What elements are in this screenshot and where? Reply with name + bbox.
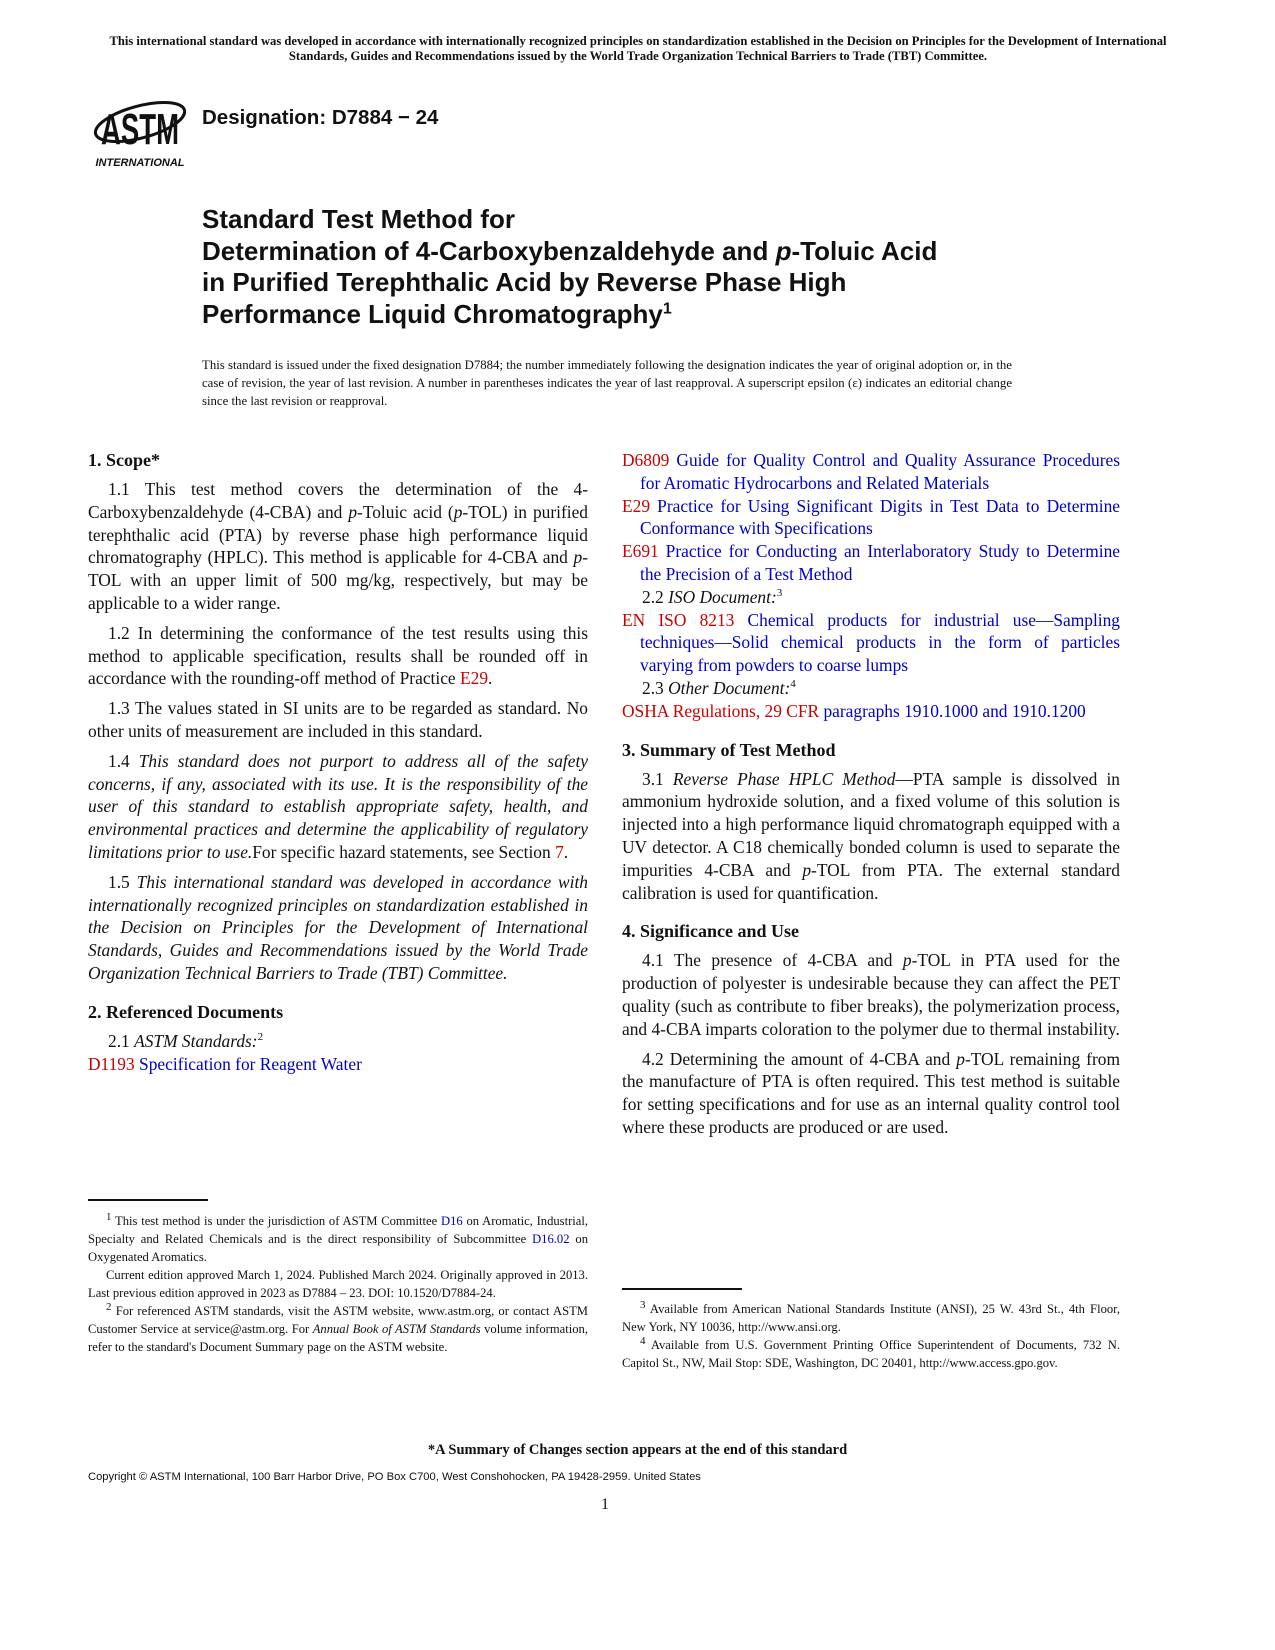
title-line (202, 299, 1102, 331)
reference-link[interactable]: D16 (440, 1214, 463, 1228)
text: 3. Summary of Test Method (622, 739, 836, 760)
section-heading (622, 920, 1120, 942)
text: -TOL remaining from the manufacture of PTA is often required. This test method is suitable for setting specifications and for use as an internal quality control tool where these products are produced or are used. (622, 1048, 1120, 1137)
summary-of-changes-note: *A Summary of Changes section appears at the end of this standard (427, 1442, 848, 1458)
text: 1.3 The values stated in SI units are to be regarded as standard. No other units of measurement are included in this standard. (88, 698, 588, 741)
reference-link[interactable]: D1193 (88, 1053, 135, 1074)
footnote (88, 1212, 588, 1266)
section-heading (88, 449, 588, 471)
text: 1.2 In determining the conformance of the test results using this method to applicable specification, results shall be rounded off in accordance with the rounding-off method of Practice (88, 622, 588, 689)
reference-link[interactable]: E29 (460, 668, 489, 689)
paragraph (622, 1048, 1120, 1139)
text: . (488, 668, 493, 689)
svg-text:INTERNATIONAL: INTERNATIONAL (95, 157, 185, 169)
footnote (88, 1266, 588, 1302)
text: Other Document: (668, 677, 791, 698)
footnote-divider (622, 1288, 742, 1290)
svg-text:ASTM: ASTM (101, 105, 179, 154)
text: —PTA sample is dissolved in ammonium hydroxide solution, and a fixed volume of this solution is injected into a high performance liquid chromatograph equipped with a UV detector. A C18 chemically bonded column is used to separate the impurities 4-CBA and (622, 768, 1120, 880)
issuance-note: This standard is issued under the fixed designation D7884; the number immediately following the designation indicates the year of original adoption or, in the case of revision, the year of last revision. A number in parentheses indicates the year of last reapproval. A superscript epsilon (ε) indicates an editorial change since the last revision or reapproval. (202, 358, 1012, 409)
text: 4.1 The presence of 4-CBA and (642, 950, 903, 971)
text: 1.1 This test method covers the determination of the 4-Carboxybenzaldehyde (4-CBA) and (88, 479, 588, 522)
reference-link[interactable]: Specification for Reagent Water (134, 1053, 362, 1074)
page-number: 1 (601, 1496, 609, 1513)
text: Annual Book of ASTM Standards (312, 1322, 481, 1336)
text: -TOL from PTA. The external standard calibration is used for quantification. (622, 859, 1120, 903)
footnote-ref: 2 (106, 1300, 112, 1313)
text: - TOL with an upper limit of 500 mg/kg, respectively, but may be applicable to a wider range. (88, 547, 588, 613)
footnote-ref: 2 (257, 1030, 264, 1043)
reference-link[interactable]: Guide for Quality Control and Quality Assurance Procedures for Aromatic Hydrocarbons and Related Materials (640, 450, 1120, 493)
footnote-divider (88, 1199, 208, 1201)
copyright: Copyright © ASTM International, 100 Barr Harbor Drive, PO Box C700, West Conshohocken, PA 19428-2959. United States (88, 1471, 701, 1483)
footnote-ref: 1 (662, 299, 672, 317)
footnote-ref: 3 (640, 1298, 646, 1311)
page-title (202, 204, 1102, 330)
footnote (88, 1302, 588, 1356)
text: ASTM Standards: (134, 1030, 258, 1051)
text: 2.1 (108, 1030, 135, 1051)
text: p (573, 547, 583, 568)
reference-link[interactable]: E29 (622, 495, 651, 516)
left-column (88, 449, 588, 1075)
text: 2.2 (642, 586, 669, 607)
paragraph (88, 1030, 588, 1053)
text: 4.2 Determining the amount of 4-CBA and (642, 1048, 957, 1069)
title-line: in Purified Terephthalic Acid by Reverse Phase High (202, 267, 847, 297)
text: p (802, 859, 812, 880)
title-line: Standard Test Method for (202, 204, 515, 234)
wto-notice: This international standard was developed in accordance with internationally recognized principles on standardization established in the Decision on Principles for the Development of International Standards, Guides and Recommendations issued by the World Trade Organization Technical Barriers to Trade (TBT) Committee. (109, 34, 1167, 63)
text: p (956, 1048, 965, 1069)
reference-item (622, 609, 1120, 677)
text: on Oxygenated Aromatics. (88, 1232, 588, 1264)
reference-link[interactable]: 7 (555, 841, 564, 862)
text: -TOL) in purified terephthalic acid (PTA) by reverse phase high performance liquid chromatography (HPLC). This method is applicable for 4-CBA and (88, 501, 588, 568)
text: 3.1 (642, 768, 673, 789)
text: p (902, 950, 912, 971)
text: p (348, 501, 358, 522)
text: Reverse Phase HPLC Method (672, 768, 896, 789)
text: p (453, 501, 463, 522)
footnote (622, 1336, 1120, 1372)
reference-link[interactable]: Practice for Using Significant Digits in Test Data to Determine Conformance with Specifications (640, 495, 1120, 539)
reference-item (622, 700, 1120, 723)
text: This test method is under the jurisdiction of ASTM Committee (111, 1214, 441, 1228)
text: 1.4 (108, 750, 139, 771)
title-line (202, 236, 1102, 268)
text: ISO Document: (668, 586, 777, 607)
text: Available from U.S. Government Printing Office Superintendent of Documents, 732 N. Capitol St., NW, Mail Stop: SDE, Washington, DC 20401, http://www.access.gpo.gov. (622, 1338, 1120, 1370)
reference-link[interactable]: Chemical products for industrial use—Sampling techniques—Solid chemical products in the form of particles varying from powders to coarse lumps (640, 609, 1121, 676)
reference-item (622, 540, 1120, 586)
paragraph (622, 768, 1120, 905)
reference-link[interactable]: D6809 (622, 450, 670, 470)
paragraph (88, 478, 588, 615)
text: . (563, 841, 569, 862)
paragraph (88, 871, 588, 985)
reference-link[interactable]: EN ISO 8213 (622, 609, 735, 630)
reference-item (622, 495, 1120, 541)
footnote-ref: 3 (776, 586, 783, 599)
text: For referenced ASTM standards, visit the ASTM website, www.astm.org, or contact ASTM Customer Service at service@astm.org. For (88, 1304, 588, 1336)
reference-link[interactable]: OSHA Regulations, 29 CFR (622, 700, 820, 721)
text: For specific hazard statements, see Section (252, 841, 556, 862)
text: 1. Scope* (88, 450, 160, 470)
text: This international standard was developed in accordance with internationally recognized principles on standardization established in the Decision on Principles for the Development of International Standards, Guides and Recommendations issued by the World Trade Organization Technical Barriers to Trade (TBT) Committee. (88, 871, 588, 983)
text: on Aromatic, Industrial, Specialty and Related Chemicals and is the direct responsibility of Subcommittee (88, 1214, 588, 1246)
text: volume information, refer to the standard's Document Summary page on the ASTM website. (88, 1322, 588, 1354)
footnotes-left (88, 1212, 588, 1356)
paragraph (88, 622, 588, 690)
reference-link[interactable]: E691 (622, 541, 659, 562)
footnote-ref: 4 (790, 678, 796, 691)
paragraph (622, 586, 1120, 609)
astm-logo (90, 84, 190, 170)
text: -TOL in PTA used for the production of polyester is undesirable because they can affect the PET quality (such as contribute to fiber breaks), the polymerization process, and 4-CBA imparts coloration to the polymer due to thermal instability. (622, 950, 1120, 1039)
footnote (622, 1300, 1120, 1336)
reference-link[interactable]: D16.02 (532, 1232, 570, 1246)
text: 2. Referenced Documents (88, 1001, 284, 1022)
text: 1.5 (108, 871, 137, 892)
title-text: -Toluic Acid (791, 235, 938, 266)
paragraph (88, 697, 588, 743)
footnote-ref: 1 (106, 1210, 112, 1223)
title-text: Determination of 4-Carboxybenzaldehyde and (202, 235, 776, 266)
paragraph (622, 677, 1120, 700)
designation: Designation: D7884 − 24 (202, 106, 439, 129)
text: 4. Significance and Use (622, 921, 800, 942)
title-text: p (775, 235, 792, 266)
text: Available from American National Standards Institute (ANSI), 25 W. 43rd St., 4th Floor, New York, NY 10036, http://www.ansi.org. (622, 1302, 1120, 1334)
reference-item (88, 1053, 588, 1076)
footnotes-right (622, 1300, 1120, 1372)
paragraph (88, 750, 588, 864)
title-text: Performance Liquid Chromatography (202, 298, 663, 329)
section-heading (622, 739, 1120, 761)
reference-link[interactable]: Practice for Conducting an Interlaboratory Study to Determine the Precision of a Test Method (640, 541, 1120, 584)
text: 2.3 (642, 677, 669, 698)
text: Current edition approved March 1, 2024. Published March 2024. Originally approved in 2013. Last previous edition approved in 2023 as D7884 – 23. DOI: 10.1520/D7884-24. (88, 1268, 588, 1300)
paragraph (622, 949, 1120, 1040)
reference-link[interactable]: paragraphs 1910.1000 and 1910.1200 (819, 700, 1086, 721)
text: -Toluic acid ( (357, 501, 454, 522)
right-column (622, 449, 1120, 1146)
section-heading (88, 1001, 588, 1023)
footnote-ref: 4 (640, 1334, 646, 1347)
astm-logo-icon (90, 84, 190, 170)
reference-item (622, 449, 1120, 495)
text: This standard does not purport to address all of the safety concerns, if any, associated with its use. It is the responsibility of the user of this standard to establish appropriate safety, health, and environmental practices and determine the applicability of regulatory limitations prior to use. (88, 750, 589, 862)
